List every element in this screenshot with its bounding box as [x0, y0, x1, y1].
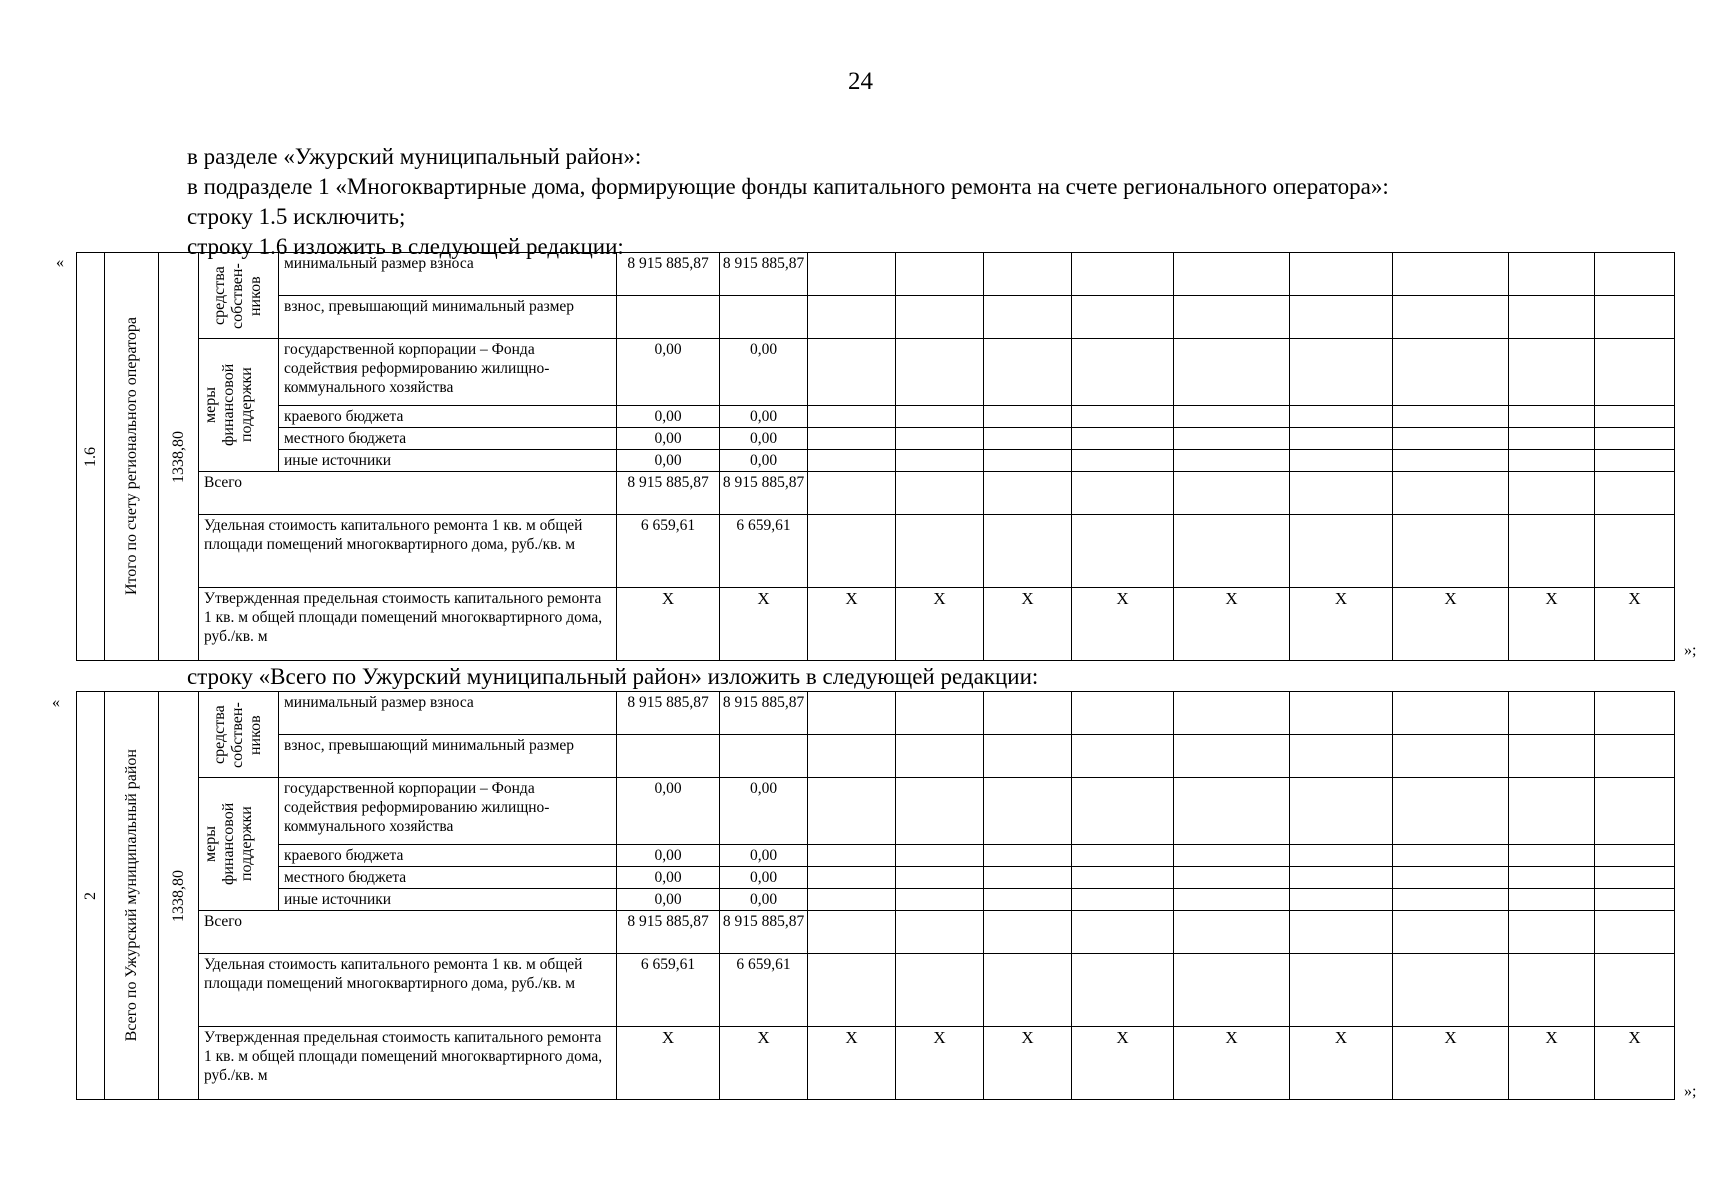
section-heading-total: строку «Всего по Ужурский муниципальный район» изложить в следующей редакции: [187, 664, 1039, 689]
other-value: 0,00 [617, 889, 720, 911]
local-label: местного бюджета [279, 867, 617, 889]
total-label: Всего [199, 472, 617, 515]
area-cell: 1338,80 [159, 253, 199, 661]
local-value: 0,00 [720, 867, 808, 889]
x-mark: X [1509, 588, 1595, 661]
local-label: местного бюджета [279, 428, 617, 450]
x-mark: X [1174, 1027, 1290, 1100]
x-mark: X [896, 588, 984, 661]
unit-cost-value: 6 659,61 [617, 954, 720, 1027]
x-mark: X [1072, 588, 1174, 661]
close-quote-1: »; [1684, 642, 1697, 659]
min-fee-value: 8 915 885,87 [720, 253, 808, 296]
state-corp-label: государственной корпорации – Фонда содействия реформированию жилищно-коммунального хозяйства [279, 778, 617, 845]
min-fee-value: 8 915 885,87 [720, 692, 808, 735]
unit-cost-label: Удельная стоимость капитального ремонта 1 кв. м общей площади помещений многоквартирного дома, руб./кв. м [199, 954, 617, 1027]
unit-cost-value: 6 659,61 [720, 954, 808, 1027]
intro-line-1: в разделе «Ужурский муниципальный район»: [187, 144, 642, 169]
regional-label: краевого бюджета [279, 406, 617, 428]
table-row-total-district [76, 691, 1675, 1100]
area-cell: 1338,80 [159, 692, 199, 1100]
total-value: 8 915 885,87 [720, 472, 808, 515]
total-value: 8 915 885,87 [617, 911, 720, 954]
x-mark: X [896, 1027, 984, 1100]
x-mark: X [1595, 1027, 1675, 1100]
other-value: 0,00 [720, 889, 808, 911]
x-mark: X [984, 588, 1072, 661]
unit-cost-value: 6 659,61 [617, 515, 720, 588]
min-fee-label: минимальный размер взноса [279, 692, 617, 735]
state-corp-value: 0,00 [720, 339, 808, 406]
owners-funds-label: средства собствен-ников [199, 692, 279, 778]
unit-cost-value: 6 659,61 [720, 515, 808, 588]
over-min-label: взнос, превышающий минимальный размер [279, 735, 617, 778]
regional-value: 0,00 [720, 845, 808, 867]
other-label: иные источники [279, 889, 617, 911]
support-label: меры финансовой поддержки [199, 778, 279, 911]
close-quote-2: »; [1684, 1083, 1697, 1100]
total-value: 8 915 885,87 [720, 911, 808, 954]
x-mark: X [720, 588, 808, 661]
x-mark: X [1393, 588, 1509, 661]
x-mark: X [808, 588, 896, 661]
x-mark: X [1509, 1027, 1595, 1100]
min-fee-label: минимальный размер взноса [279, 253, 617, 296]
regional-value: 0,00 [617, 845, 720, 867]
x-mark: X [808, 1027, 896, 1100]
intro-text [187, 142, 1389, 262]
limit-cost-label: Утвержденная предельная стоимость капитального ремонта 1 кв. м общей площади помещений многоквартирного дома, руб./кв. м [199, 1027, 617, 1100]
table-row-1-6 [76, 252, 1675, 661]
other-value: 0,00 [720, 450, 808, 472]
support-label: меры финансовой поддержки [199, 339, 279, 472]
owners-funds-label: средства собствен-ников [199, 253, 279, 339]
unit-cost-label: Удельная стоимость капитального ремонта 1 кв. м общей площади помещений многоквартирного дома, руб./кв. м [199, 515, 617, 588]
regional-label: краевого бюджета [279, 845, 617, 867]
local-value: 0,00 [617, 428, 720, 450]
row-name-cell: Итого по счету регионального оператора [105, 253, 159, 661]
local-value: 0,00 [720, 428, 808, 450]
x-mark: X [617, 1027, 720, 1100]
x-mark: X [1595, 588, 1675, 661]
x-mark: X [720, 1027, 808, 1100]
total-label: Всего [199, 911, 617, 954]
x-mark: X [1393, 1027, 1509, 1100]
local-value: 0,00 [617, 867, 720, 889]
row-number-cell: 1.6 [77, 253, 105, 661]
open-quote-1: « [56, 254, 64, 271]
intro-line-2: в подразделе 1 «Многоквартирные дома, формирующие фонды капитального ремонта на счете регионального оператора»: [187, 174, 1389, 199]
x-mark: X [1290, 1027, 1393, 1100]
x-mark: X [1174, 588, 1290, 661]
x-mark: X [1072, 1027, 1174, 1100]
min-fee-value: 8 915 885,87 [617, 692, 720, 735]
min-fee-value: 8 915 885,87 [617, 253, 720, 296]
x-mark: X [1290, 588, 1393, 661]
regional-value: 0,00 [617, 406, 720, 428]
state-corp-value: 0,00 [617, 778, 720, 845]
regional-value: 0,00 [720, 406, 808, 428]
state-corp-label: государственной корпорации – Фонда содействия реформированию жилищно-коммунального хозяйства [279, 339, 617, 406]
intro-line-3: строку 1.5 исключить; [187, 204, 406, 229]
x-mark: X [984, 1027, 1072, 1100]
state-corp-value: 0,00 [720, 778, 808, 845]
x-mark: X [617, 588, 720, 661]
row-name-cell: Всего по Ужурский муниципальный район [105, 692, 159, 1100]
row-number-cell: 2 [77, 692, 105, 1100]
open-quote-2: « [52, 694, 60, 711]
total-value: 8 915 885,87 [617, 472, 720, 515]
over-min-label: взнос, превышающий минимальный размер [279, 296, 617, 339]
page-number: 24 [848, 68, 873, 95]
other-value: 0,00 [617, 450, 720, 472]
intro-line-4: строку 1.6 изложить в следующей редакции: [187, 234, 624, 259]
other-label: иные источники [279, 450, 617, 472]
state-corp-value: 0,00 [617, 339, 720, 406]
limit-cost-label: Утвержденная предельная стоимость капитального ремонта 1 кв. м общей площади помещений многоквартирного дома, руб./кв. м [199, 588, 617, 661]
